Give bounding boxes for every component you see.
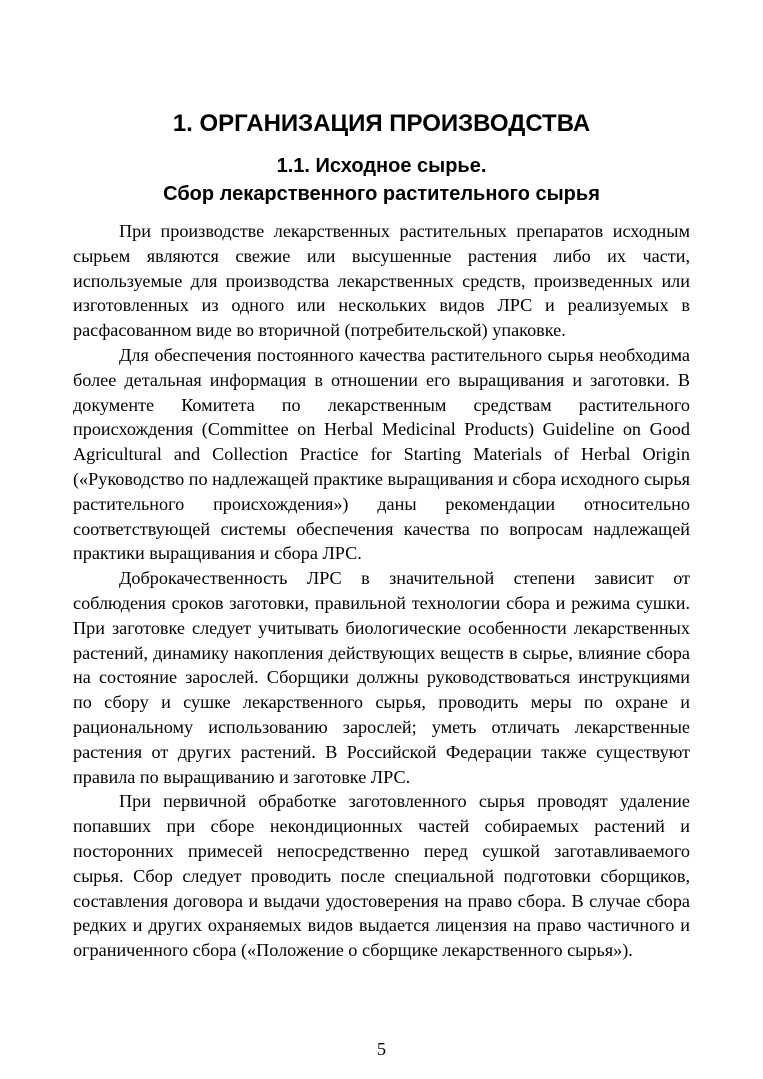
paragraph-good-quality: Доброкачественность ЛРС в значительной степени зависит от соблюдения сроков заготовки, правильной технологии сбора и режима сушки. При заготовке следует учитывать биологические особенности лекарственных растений, динамику накопления действующих веществ в сырье, влияние сбора на состояние зарослей. Сборщики должны руководствоваться инструкциями по сбору и сушке лекарственного сырья, проводить меры по охране и рациональному использованию зарослей; уметь отличать лекарственные растения от других растений. В Российской Федерации также существуют правила по выращиванию и заготовке ЛРС. [73,568,690,787]
paragraph-raw-material: При производстве лекарственных растительных препаратов исходным сырьем являются свежие или высушенные растения либо их части, используемые для производства лекарственных средств, произведенных или изготовленных из одного или нескольких видов ЛРС и реализуемых в расфасованном виде во вторичной (потребительской) упаковке. [73,221,690,341]
paragraph-primary-processing: При первичной обработке заготовленного сырья проводят удаление попавших при сборе некондиционных частей собираемых растений и посторонних примесей непосредственно перед сушкой заготавливаемого сырья. Сбор следует проводить после специальной подготовки сборщиков, составления договора и выдачи удостоверения на право сбора. В случае сбора редких и других охраняемых видов выдается лицензия на право частичного и ограниченного сбора («Положение о сборщике лекарственного сырья»). [73,791,690,961]
paragraph-quality-guideline: Для обеспечения постоянного качества растительного сырья необходима более детальная информация в отношении его выращивания и заготовки. В документе Комитета по лекарственным средствам растительного происхождения (Committee on Herbal Medicinal Products) Guideline on Good Agricultural and Collection Practice for Starting Materials of Herbal Origin («Руководство по надлежащей практике выращивания и сбора исходного сырья растительного происхождения») даны рекомендации относительно соответствующей системы обеспечения качества по вопросам надлежащей практики выращивания и сбора ЛРС. [73,344,690,564]
body-text [73,219,690,963]
section-title-line-2: Сбор лекарственного растительного сырья [163,183,600,205]
section-title [73,152,690,208]
page-number: 5 [377,1039,386,1059]
chapter-title: 1. ОРГАНИЗАЦИЯ ПРОИЗВОДСТВА [172,110,591,137]
section-title-line-1: 1.1. Исходное сырье. [276,155,487,177]
